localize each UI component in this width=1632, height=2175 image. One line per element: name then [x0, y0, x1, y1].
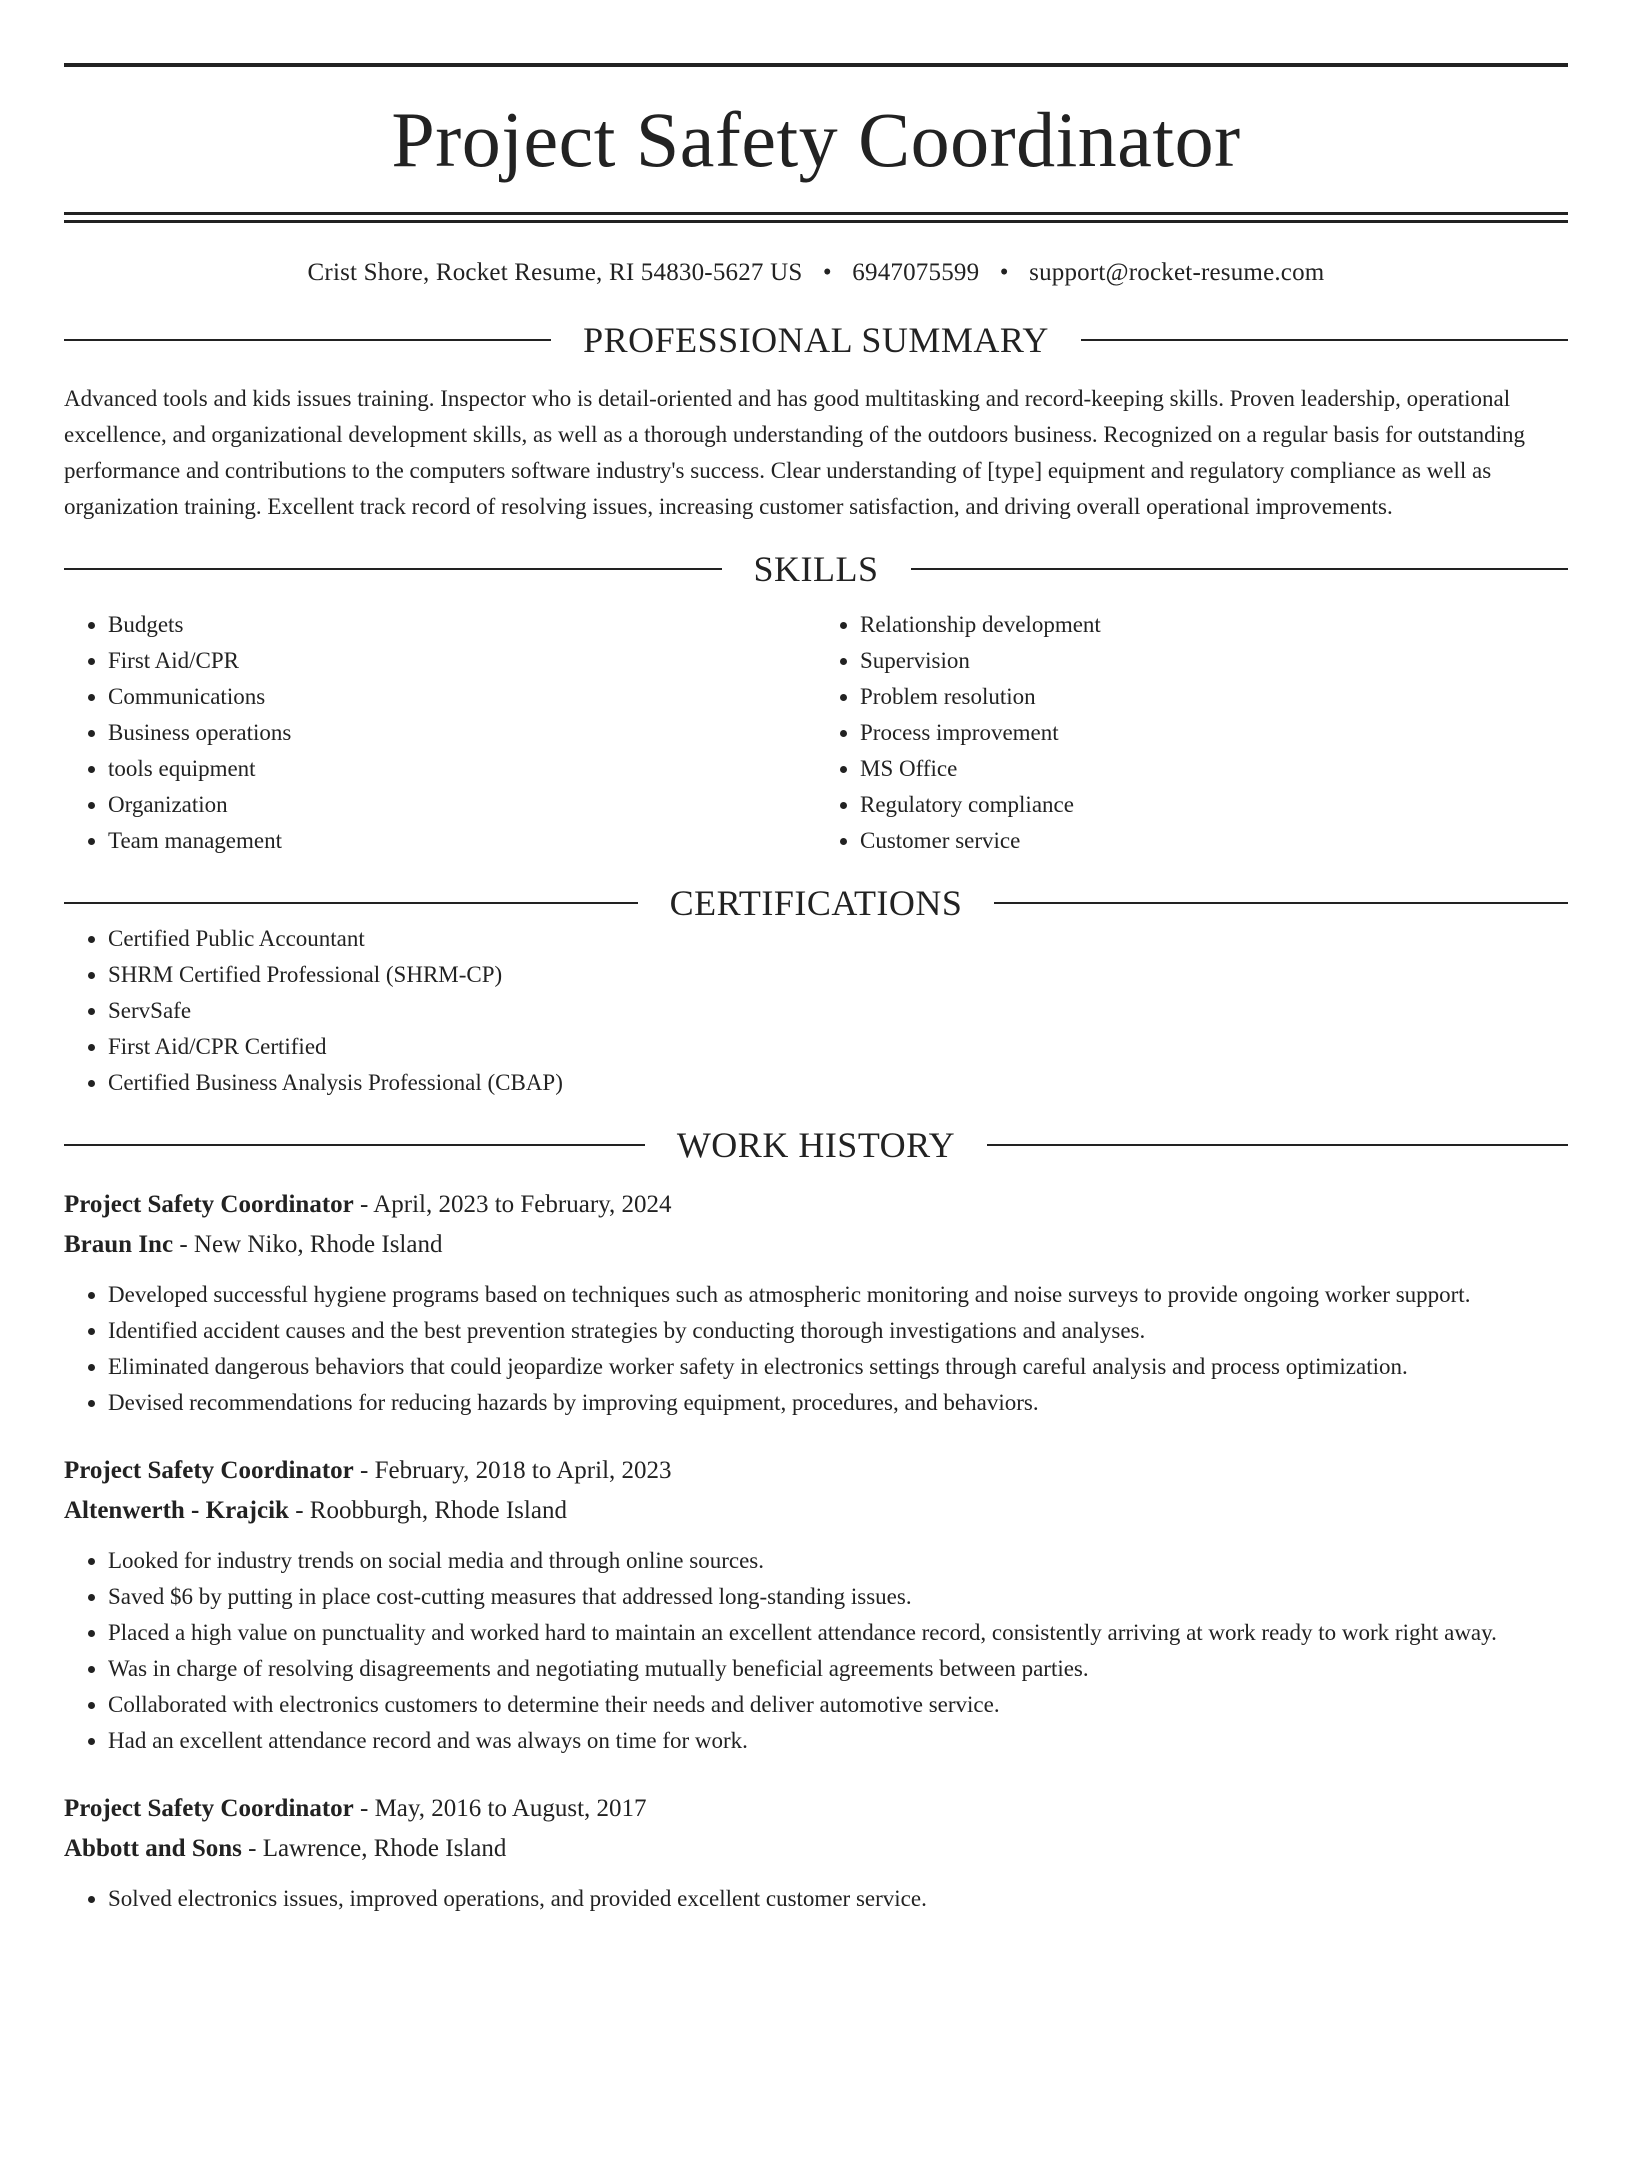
job-dates: May, 2016 to August, 2017 [374, 1795, 647, 1822]
list-item: • Budgets [108, 607, 816, 643]
job-location: New Niko, Rhode Island [193, 1231, 443, 1258]
contact-address: Crist Shore, Rocket Resume, RI 54830-5627 US [307, 259, 803, 286]
top-rule [64, 63, 1568, 67]
job-dates: April, 2023 to February, 2024 [373, 1191, 672, 1218]
list-item: • Certified Business Analysis Professional (CBAP) [108, 1065, 1568, 1101]
list-item: • Was in charge of resolving disagreements and negotiating mutually beneficial agreements between parties. [108, 1651, 1568, 1687]
contact-separator: • [999, 259, 1009, 286]
list-item: • Regulatory compliance [860, 787, 1568, 823]
contact-line [64, 258, 1568, 288]
list-item: • Relationship development [860, 607, 1568, 643]
job-location: Lawrence, Rhode Island [262, 1835, 507, 1862]
work-history-list [64, 1185, 1568, 1917]
section-title-summary: PROFESSIONAL SUMMARY [583, 320, 1049, 360]
list-item: • Business operations [108, 715, 816, 751]
section-header-work-history [64, 1127, 1568, 1163]
job-duties-list [64, 1881, 1568, 1917]
section-header-skills [64, 551, 1568, 587]
divider-line [911, 568, 1569, 570]
list-item: • Placed a high value on punctuality and worked hard to maintain an excellent attendance record, consistently arriving at work ready to work right away. [108, 1615, 1568, 1651]
skills-columns [64, 607, 1568, 859]
divider-line [64, 339, 551, 341]
job-company-line: Braun Inc - New Niko, Rhode Island [64, 1231, 443, 1258]
resume-title: Project Safety Coordinator [391, 96, 1241, 183]
contact-email: support@rocket-resume.com [1029, 259, 1325, 286]
job-duties-list [64, 1543, 1568, 1759]
job-dates: February, 2018 to April, 2023 [374, 1457, 672, 1484]
job-duties-list [64, 1277, 1568, 1421]
list-item: • Solved electronics issues, improved operations, and provided excellent customer service. [108, 1881, 1568, 1917]
list-item: • MS Office [860, 751, 1568, 787]
list-item: • Certified Public Accountant [108, 921, 1568, 957]
contact-phone: 6947075599 [852, 259, 980, 286]
list-item: • Supervision [860, 643, 1568, 679]
job-entry [64, 1185, 1568, 1421]
divider-line [64, 902, 638, 904]
section-header-certifications [64, 885, 1568, 921]
double-rule [64, 212, 1568, 223]
section-title-skills: SKILLS [753, 549, 879, 589]
job-title-line: Project Safety Coordinator - May, 2016 to August, 2017 [64, 1795, 647, 1822]
resume-page [0, 63, 1632, 2175]
list-item: • Process improvement [860, 715, 1568, 751]
job-role: Project Safety Coordinator [64, 1457, 354, 1484]
job-entry [64, 1451, 1568, 1759]
section-title-work-history: WORK HISTORY [676, 1125, 956, 1165]
list-item: • First Aid/CPR [108, 643, 816, 679]
list-item: • Looked for industry trends on social media and through online sources. [108, 1543, 1568, 1579]
list-item: • First Aid/CPR Certified [108, 1029, 1568, 1065]
job-company: Altenwerth - Krajcik [64, 1497, 289, 1524]
section-header-summary [64, 322, 1568, 358]
job-company-line: Abbott and Sons - Lawrence, Rhode Island [64, 1835, 507, 1862]
section-title-certifications: CERTIFICATIONS [669, 883, 963, 923]
list-item: • Devised recommendations for reducing hazards by improving equipment, procedures, and behaviors. [108, 1385, 1568, 1421]
divider-line [1081, 339, 1568, 341]
divider-line [994, 902, 1568, 904]
list-item: • Had an excellent attendance record and was always on time for work. [108, 1723, 1568, 1759]
list-item: • Eliminated dangerous behaviors that could jeopardize worker safety in electronics settings through careful analysis and process optimization. [108, 1349, 1568, 1385]
list-item: • tools equipment [108, 751, 816, 787]
job-location: Roobburgh, Rhode Island [309, 1497, 567, 1524]
skills-list-left [64, 607, 816, 859]
certifications-list [64, 921, 1568, 1101]
list-item: • Collaborated with electronics customers to determine their needs and deliver automotive service. [108, 1687, 1568, 1723]
job-company: Braun Inc [64, 1231, 174, 1258]
job-title-line: Project Safety Coordinator - February, 2018 to April, 2023 [64, 1457, 672, 1484]
list-item: • Saved $6 by putting in place cost-cutting measures that addressed long-standing issues. [108, 1579, 1568, 1615]
job-title-line: Project Safety Coordinator - April, 2023 to February, 2024 [64, 1191, 672, 1218]
contact-separator: • [822, 259, 832, 286]
list-item: • Customer service [860, 823, 1568, 859]
list-item: • Team management [108, 823, 816, 859]
list-item: • Identified accident causes and the best prevention strategies by conducting thorough investigations and analyses. [108, 1313, 1568, 1349]
list-item: • Communications [108, 679, 816, 715]
summary-text: Advanced tools and kids issues training. Inspector who is detail-oriented and has good multitasking and record-keeping skills. Proven leadership, operational excellence, and organizational development skills, as well as a thorough understanding of the outdoors business. Recognized on a regular basis for outstanding performance and contributions to the computers software industry's success. Clear understanding of [type] equipment and regulatory compliance as well as organization training. Excellent track record of resolving issues, increasing customer satisfaction, and driving overall operational improvements. [64, 386, 1525, 519]
job-company-line: Altenwerth - Krajcik - Roobburgh, Rhode Island [64, 1497, 567, 1524]
list-item: • Developed successful hygiene programs based on techniques such as atmospheric monitoring and noise surveys to provide ongoing worker support. [108, 1277, 1568, 1313]
list-item: • ServSafe [108, 993, 1568, 1029]
divider-line [987, 1144, 1568, 1146]
list-item: • SHRM Certified Professional (SHRM-CP) [108, 957, 1568, 993]
list-item: • Organization [108, 787, 816, 823]
list-item: • Problem resolution [860, 679, 1568, 715]
job-role: Project Safety Coordinator [64, 1795, 354, 1822]
skills-list-right [816, 607, 1568, 859]
job-role: Project Safety Coordinator [64, 1191, 354, 1218]
divider-line [64, 568, 722, 570]
divider-line [64, 1144, 645, 1146]
job-entry [64, 1789, 1568, 1917]
job-company: Abbott and Sons [64, 1835, 242, 1862]
